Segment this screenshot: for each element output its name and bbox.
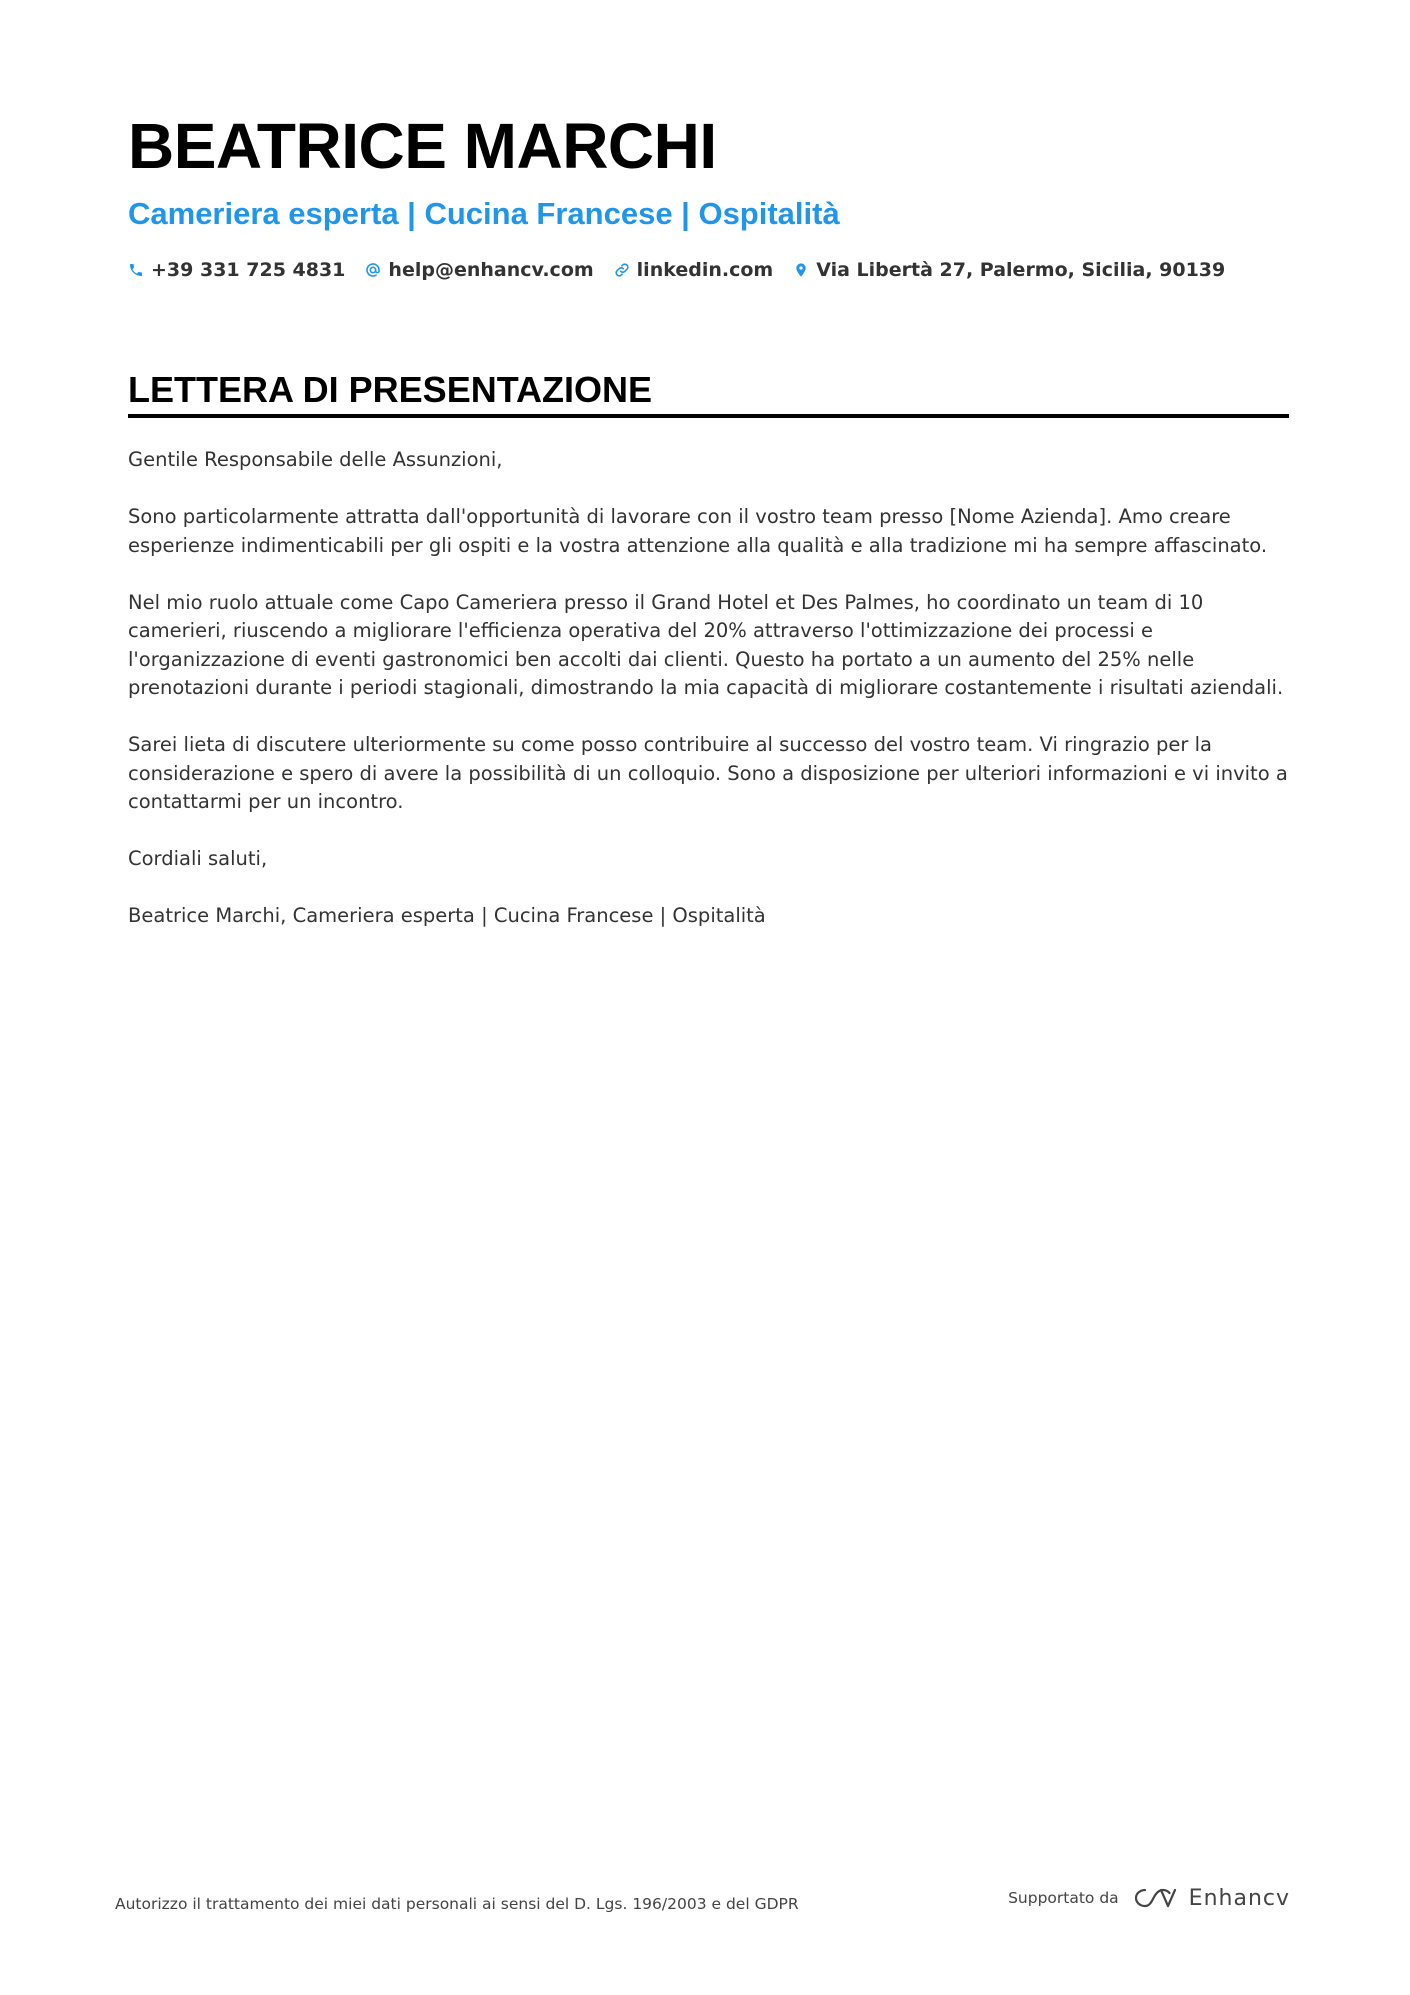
- header: [128, 108, 1288, 281]
- phone-text: +39 331 725 4831: [151, 259, 346, 281]
- job-title: Cameriera esperta | Cucina Francese | Ospitalità: [128, 196, 840, 231]
- letter-body: [128, 446, 1289, 931]
- letter-paragraph: Sarei lieta di discutere ulteriormente su come posso contribuire al successo del vostro team. Vi ringrazio per la considerazione e spero di avere la possibilità di un colloquio. Sono a disposizione per ulteriori informazioni e vi invito a contattarmi per un incontro.: [128, 733, 1288, 813]
- letter-paragraph: Nel mio ruolo attuale come Capo Cameriera presso il Grand Hotel et Des Palmes, ho coordinato un team di 10 camerieri, riuscendo a migliorare l'efficienza operativa del 20% attraverso l'ottimizzazione dei processi e l'organizzazione di eventi gastronomici ben accolti dai clienti. Questo ha portato a un aumento del 25% nelle prenotazioni durante i periodi stagionali, dimostrando la mia capacità di migliorare costantemente i risultati aziendali.: [128, 590, 1284, 699]
- address-text: Via Libertà 27, Palermo, Sicilia, 90139: [816, 259, 1226, 281]
- privacy-consent: Autorizzo il trattamento dei miei dati personali ai sensi del D. Lgs. 196/2003 e del GDPR: [115, 1895, 799, 1913]
- footer-branding: [1008, 1885, 1290, 1911]
- cover-letter-section: [128, 368, 1289, 959]
- link-icon: [614, 262, 630, 278]
- letter-closing: Cordiali saluti,: [128, 847, 268, 870]
- phone-icon: [128, 262, 144, 278]
- contact-phone: [128, 259, 345, 281]
- supported-by-text: Supportato da: [1008, 1889, 1119, 1907]
- email-text: help@enhancv.com: [388, 259, 594, 281]
- at-icon: [365, 262, 381, 278]
- contact-address: [793, 259, 1225, 281]
- letter-signature: Beatrice Marchi, Cameriera esperta | Cucina Francese | Ospitalità: [128, 904, 766, 927]
- contact-email: [365, 259, 593, 281]
- section-title: LETTERA DI PRESENTAZIONE: [128, 368, 1289, 418]
- enhancv-logo-icon: [1131, 1885, 1177, 1911]
- letter-greeting: Gentile Responsabile delle Assunzioni,: [128, 448, 503, 471]
- brand-name: Enhancv: [1188, 1885, 1290, 1911]
- website-text: linkedin.com: [636, 259, 774, 281]
- letter-paragraph: Sono particolarmente attratta dall'opportunità di lavorare con il vostro team presso [Nome Azienda]. Amo creare esperienze indimenticabili per gli ospiti e la vostra attenzione alla qualità e alla tradizione mi ha sempre affascinato.: [128, 505, 1268, 557]
- map-pin-icon: [793, 262, 809, 278]
- contact-bar: [128, 259, 1288, 281]
- candidate-name: BEATRICE MARCHI: [128, 110, 717, 182]
- contact-website: [614, 259, 774, 281]
